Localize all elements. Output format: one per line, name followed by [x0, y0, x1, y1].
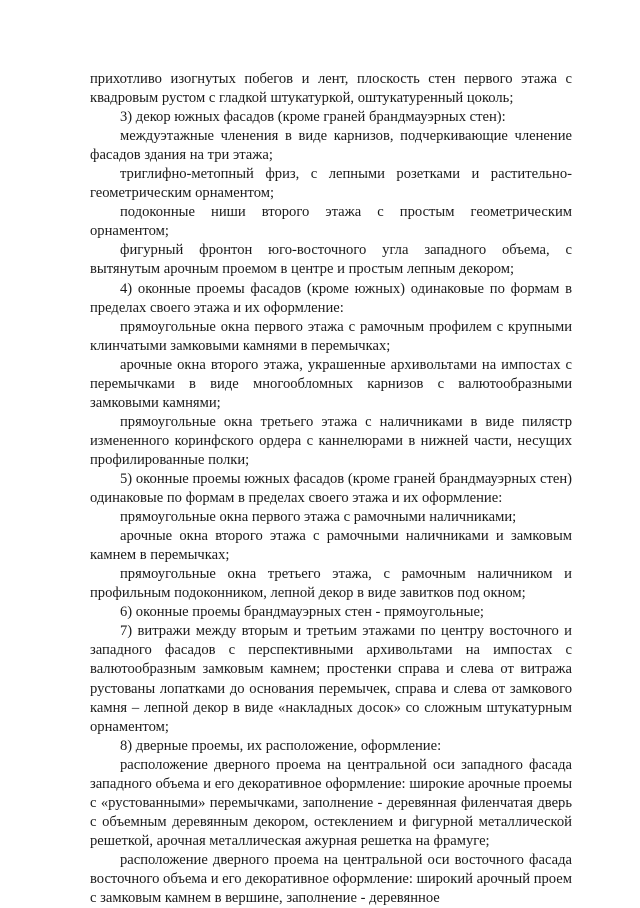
- paragraph-item-5-heading: 5) оконные проемы южных фасадов (кроме граней брандмауэрных стен) одинаковые по формам в пределах своего этажа и их оформление:: [90, 470, 572, 507]
- paragraph-west-door: расположение дверного проема на центральной оси западного фасада западного объема и его декоративное оформление: широкие арочные проемы с «рустованными» перемычками, заполнение - деревянная филенчатая дверь с объемным деревянным декором, остеклением и фигурной металлической решеткой, арочная металлическая ажурная решетка на фрамуге;: [90, 756, 572, 849]
- document-body: [90, 70, 572, 908]
- paragraph-south-second-floor: арочные окна второго этажа с рамочными наличниками и замковым камнем в перемычках;: [90, 528, 572, 564]
- paragraph-item-7: 7) витражи между вторым и третьим этажами по центру восточного и западного фасадов с перспективными архивольтами на импостах с валютообразным замковым камнем; простенки справа и слева от витража рустованы лопатками до основания перемычек, справа и слева от замкового камня – лепной декор в виде «накладных досок» со сложным штукатурным орнаментом;: [90, 623, 572, 735]
- paragraph-triglyph-frieze: триглифно-метопный фриз, с лепными розетками и растительно-геометрическим орнаментом;: [90, 166, 572, 202]
- paragraph-south-first-floor: прямоугольные окна первого этажа с рамочными наличниками;: [120, 509, 517, 526]
- paragraph-window-niches: подоконные ниши второго этажа с простым геометрическим орнаментом;: [90, 204, 572, 240]
- paragraph-item-8-heading: 8) дверные проемы, их расположение, оформление:: [120, 737, 442, 754]
- paragraph-south-third-floor: прямоугольные окна третьего этажа, с рамочным наличником и профильным подоконником, лепной декор в виде завитков под окном;: [90, 566, 572, 602]
- paragraph-item-3-heading: 3) декор южных фасадов (кроме граней брандмауэрных стен):: [120, 109, 506, 126]
- paragraph-floor-divisions: междуэтажные членения в виде карнизов, подчеркивающие членение фасадов здания на три этажа;: [90, 128, 572, 164]
- paragraph-continuation: прихотливо изогнутых побегов и лент, плоскость стен первого этажа с квадровым рустом с гладкой штукатуркой, оштукатуренный цоколь;: [90, 71, 572, 107]
- paragraph-second-floor-windows: арочные окна второго этажа, украшенные архивольтами на импостах с перемычками в виде многообломных карнизов с валютообразными замковыми камнями;: [90, 356, 572, 411]
- paragraph-first-floor-windows: прямоугольные окна первого этажа с рамочным профилем с крупными клинчатыми замковыми камнями в перемычках;: [90, 318, 572, 354]
- paragraph-pediment: фигурный фронтон юго-восточного угла западного объема, с вытянутым арочным проемом в центре и простым лепным декором;: [90, 242, 572, 278]
- paragraph-item-6: 6) оконные проемы брандмауэрных стен - прямоугольные;: [120, 604, 484, 621]
- paragraph-item-4-heading: 4) оконные проемы фасадов (кроме южных) одинаковые по формам в пределах своего этажа и их оформление:: [90, 280, 572, 316]
- paragraph-third-floor-windows: прямоугольные окна третьего этажа с наличниками в виде пилястр измененного коринфского ордера с каннелюрами в нижней части, несущих профилированные полки;: [90, 413, 572, 468]
- paragraph-east-door: расположение дверного проема на центральной оси восточного фасада восточного объема и его декоративное оформление: широкий арочный проем с замковым камнем в вершине, заполнение - деревянное: [90, 851, 572, 907]
